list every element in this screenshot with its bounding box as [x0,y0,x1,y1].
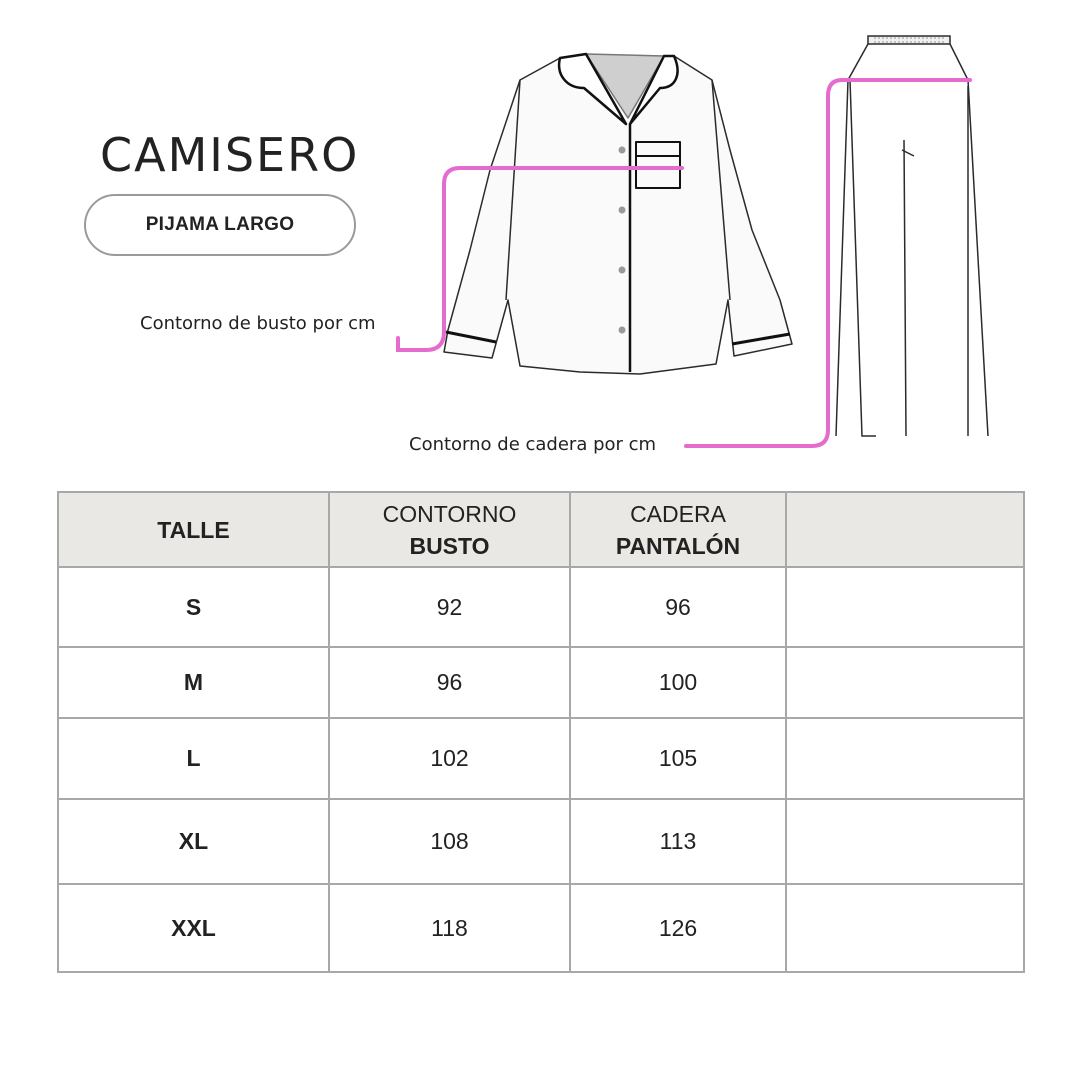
product-type-badge: PIJAMA LARGO [84,194,356,256]
extra-cell [786,647,1024,718]
size-cell: L [58,718,329,799]
cadera-cell: 100 [570,647,786,718]
size-cell: M [58,647,329,718]
table-row [58,718,1024,799]
header-busto-line1: CONTORNO [382,500,517,527]
header-busto [329,492,570,567]
header-extra [786,492,1024,567]
table-row [58,884,1024,972]
cadera-annotation: Contorno de cadera por cm [409,434,657,455]
busto-annotation: Contorno de busto por cm [140,313,376,334]
table-row [58,567,1024,647]
cadera-cell: 126 [570,884,786,972]
extra-cell [786,799,1024,884]
size-cell: XXL [58,884,329,972]
extra-cell [786,884,1024,972]
header-cadera [570,492,786,567]
cadera-cell: 96 [570,567,786,647]
header-cadera-line2: PANTALÓN [615,532,741,559]
header-talle: TALLE [58,492,329,567]
extra-cell [786,718,1024,799]
size-table [57,491,1025,973]
busto-cell: 118 [329,884,570,972]
page-title: CAMISERO [100,128,360,182]
busto-cell: 92 [329,567,570,647]
shirt-drawing [444,54,792,374]
size-cell: XL [58,799,329,884]
table-header-row [58,492,1024,567]
table-row [58,799,1024,884]
header-cadera-line1: CADERA [630,500,726,527]
pajama-illustration [0,0,1080,480]
header-busto-line2: BUSTO [409,532,490,559]
cadera-cell: 113 [570,799,786,884]
cadera-cell: 105 [570,718,786,799]
busto-cell: 96 [329,647,570,718]
pants-drawing [836,36,988,436]
busto-cell: 102 [329,718,570,799]
size-cell: S [58,567,329,647]
busto-cell: 108 [329,799,570,884]
extra-cell [786,567,1024,647]
table-row [58,647,1024,718]
